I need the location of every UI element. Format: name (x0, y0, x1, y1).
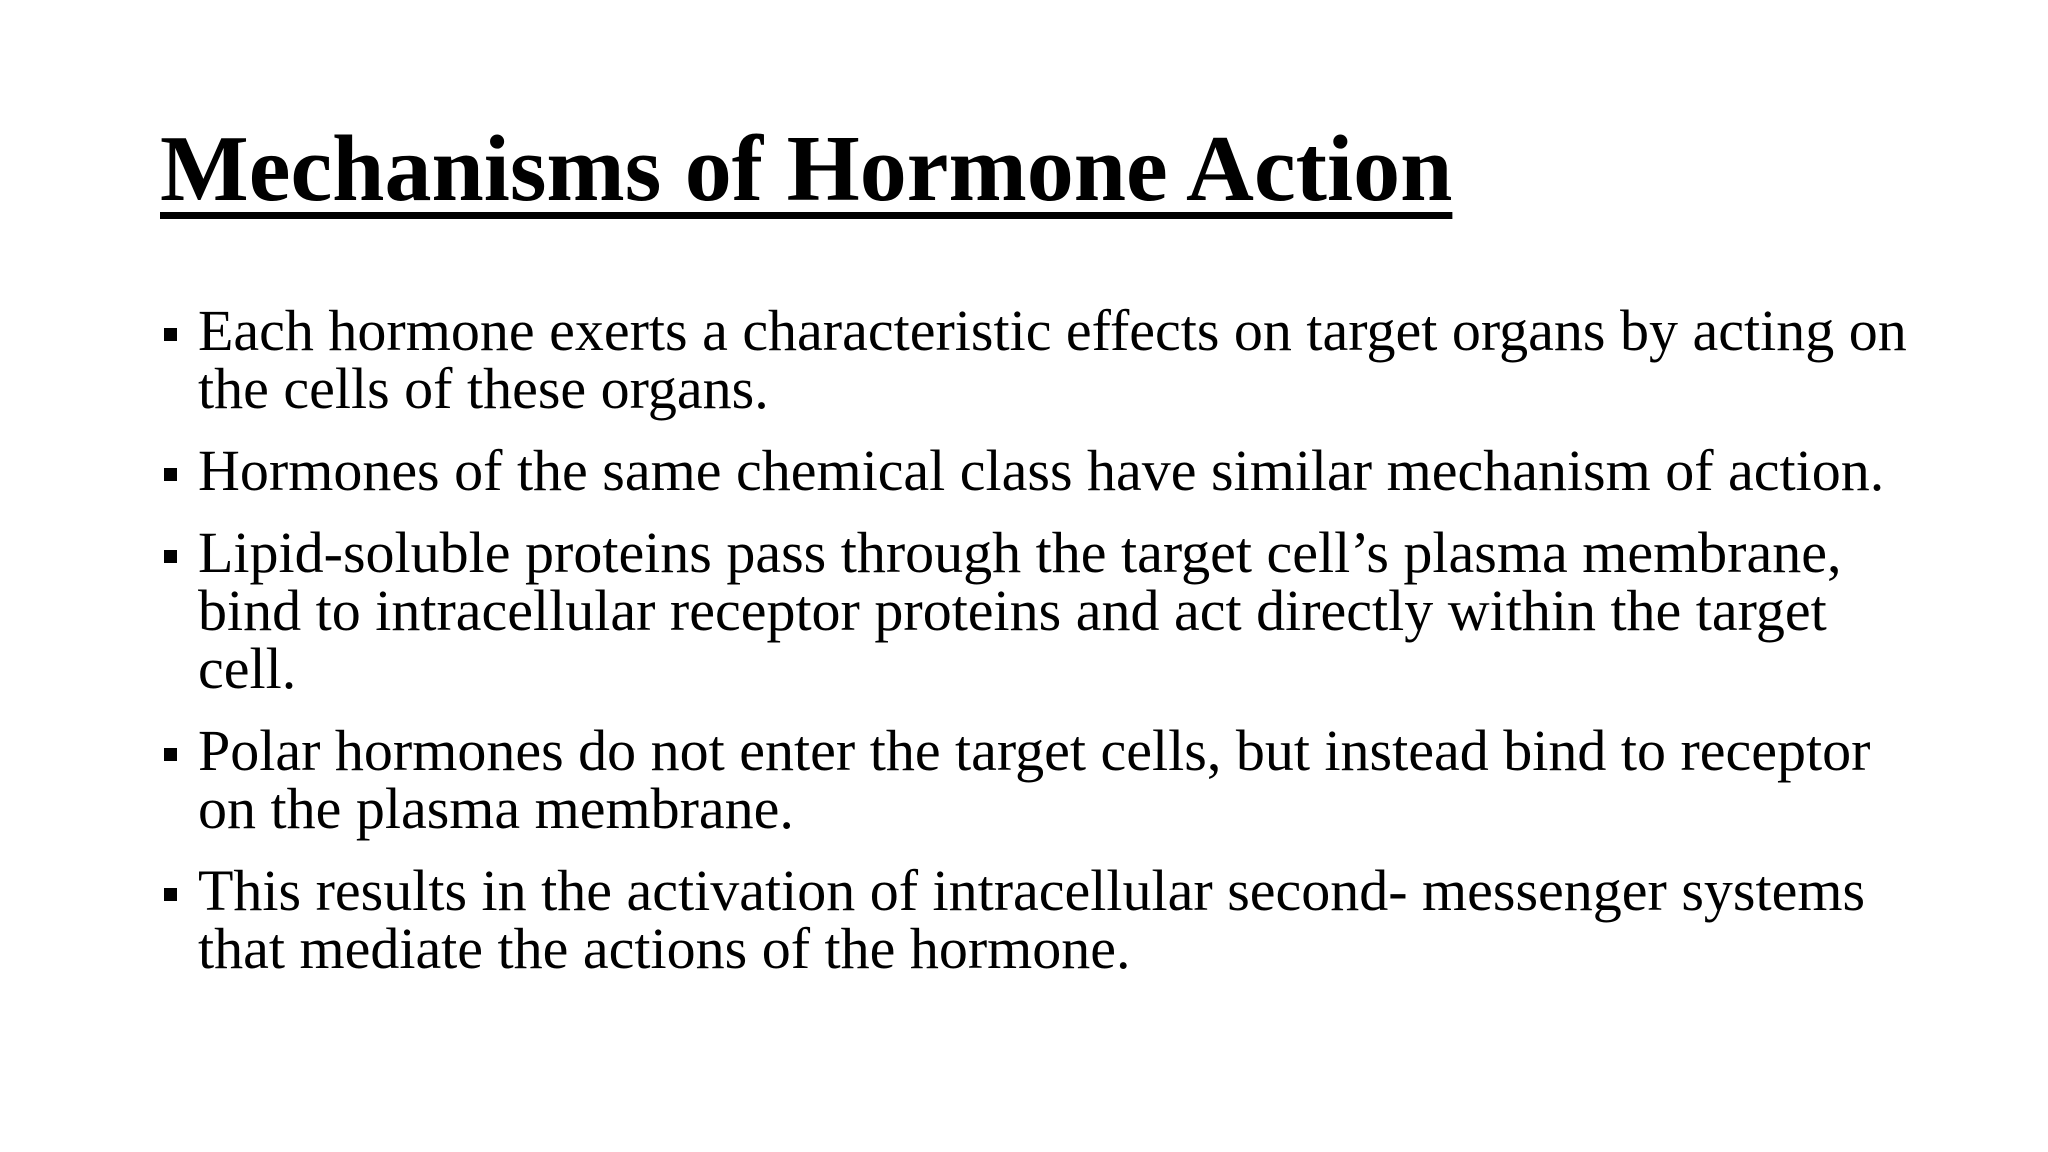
bullet-list (160, 298, 1920, 1002)
square-bullet-icon (164, 550, 177, 563)
slide-title: Mechanisms of Hormone Action (160, 117, 1453, 221)
bullet-text: Polar hormones do not enter the target cells, but instead bind to receptor on the plasma membrane. (198, 718, 1871, 841)
square-bullet-icon (164, 468, 177, 481)
bullet-item (160, 520, 1920, 701)
bullet-item (160, 298, 1920, 421)
bullet-text: Lipid-soluble proteins pass through the target cell’s plasma membrane, bind to intracellular receptor proteins and act directly within the target cell. (198, 520, 1842, 701)
square-bullet-icon (164, 328, 177, 341)
bullet-text: Hormones of the same chemical class have similar mechanism of action. (198, 438, 1885, 503)
square-bullet-icon (164, 748, 177, 761)
square-bullet-icon (164, 888, 177, 901)
bullet-item (160, 858, 1920, 981)
bullet-text: This results in the activation of intracellular second- messenger systems that mediate the actions of the hormone. (198, 858, 1866, 981)
bullet-item (160, 438, 1920, 503)
bullet-item (160, 718, 1920, 841)
bullet-text: Each hormone exerts a characteristic effects on target organs by acting on the cells of these organs. (198, 298, 1907, 421)
